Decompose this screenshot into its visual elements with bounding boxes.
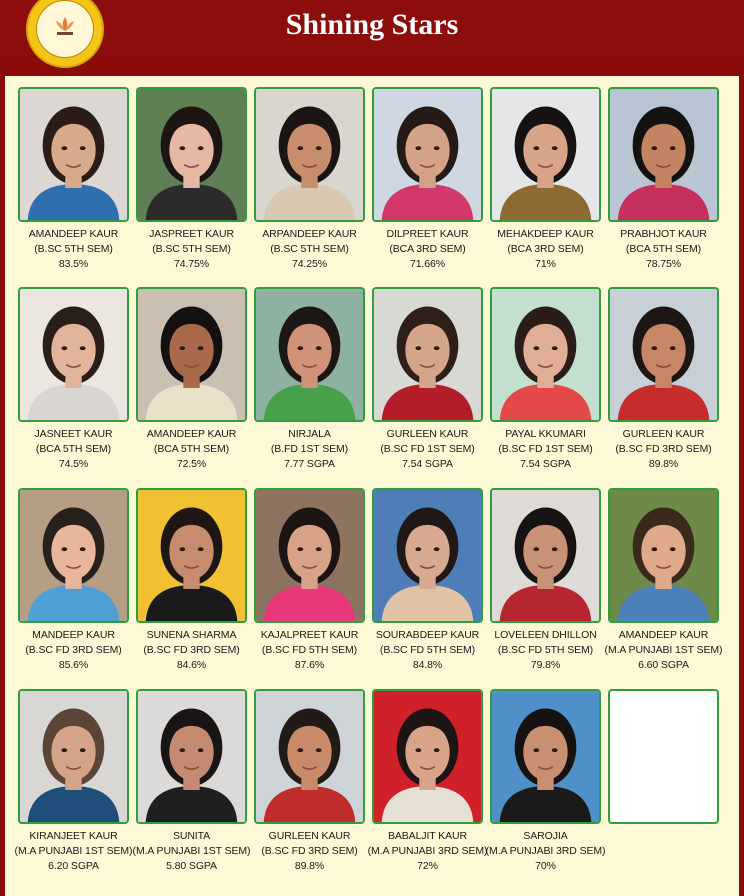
student-course: (B.SC 5TH SEM) [34, 243, 113, 255]
student-course: (B.SC FD 1ST SEM) [380, 443, 475, 455]
student-name: BABALJIT KAUR [387, 830, 468, 842]
student-photo-image [138, 289, 245, 420]
student-name: SUNITA [172, 830, 211, 842]
student-score: 89.8% [294, 860, 325, 872]
student-name: KIRANJEET KAUR [29, 830, 118, 842]
student-name: AMANDEEP KAUR [618, 629, 709, 641]
student-score: 7.54 SGPA [520, 458, 571, 470]
student-card [608, 287, 719, 470]
student-card [608, 87, 719, 270]
student-photo-image [610, 89, 717, 220]
student-course: (M.A PUNJABI 3RD SEM) [367, 845, 488, 857]
student-photo-image [374, 691, 481, 822]
student-name: NIRJALA [288, 428, 331, 440]
student-photo [490, 87, 601, 222]
students-grid [5, 76, 739, 896]
student-name: JASPREET KAUR [149, 228, 234, 240]
student-card [604, 488, 723, 671]
student-photo-image [256, 490, 363, 621]
student-name: KAJALPREET KAUR [260, 629, 359, 641]
student-photo [136, 689, 247, 824]
student-score: 84.6% [176, 659, 207, 671]
student-name: SAROJIA [523, 830, 568, 842]
student-photo-image [256, 691, 363, 822]
student-photo [18, 689, 129, 824]
student-photo-image [492, 289, 599, 420]
student-score: 71% [535, 258, 556, 270]
student-card [254, 287, 365, 470]
student-name: AMANDEEP KAUR [146, 428, 237, 440]
student-name: ARPANDEEP KAUR [262, 228, 357, 240]
student-course: (B.SC FD 1ST SEM) [498, 443, 593, 455]
student-photo-image [492, 490, 599, 621]
student-course: (B.SC FD 5TH SEM) [261, 644, 358, 656]
student-photo [372, 287, 483, 422]
student-course: (B.SC 5TH SEM) [270, 243, 349, 255]
student-score: 84.8% [412, 659, 443, 671]
student-name: MANDEEP KAUR [32, 629, 115, 641]
page-title: Shining Stars [285, 8, 459, 41]
student-name: SUNENA SHARMA [146, 629, 237, 641]
student-score: 83.5% [58, 258, 89, 270]
student-name: LOVELEEN DHILLON [494, 629, 597, 641]
student-name: PRABHJOT KAUR [620, 228, 707, 240]
student-course: (M.A PUNJABI 3RD SEM) [485, 845, 606, 857]
student-score: 87.6% [294, 659, 325, 671]
student-card [254, 87, 365, 270]
student-course: (B.SC FD 3RD SEM) [615, 443, 712, 455]
student-card [490, 287, 601, 470]
student-photo [490, 689, 601, 824]
student-card [490, 488, 601, 671]
student-score: 85.6% [58, 659, 89, 671]
student-photo-image [492, 691, 599, 822]
student-photo [18, 87, 129, 222]
student-score: 71.66% [409, 258, 445, 270]
student-course: (BCA 3RD SEM) [507, 243, 584, 255]
student-photo [254, 87, 365, 222]
student-card [18, 287, 129, 470]
header-banner [0, 0, 744, 62]
student-photo-image [20, 490, 127, 621]
student-score: 79.8% [530, 659, 561, 671]
student-card [14, 689, 133, 872]
student-card [136, 488, 247, 671]
student-score: 74.25% [291, 258, 327, 270]
student-score: 6.20 SGPA [48, 860, 99, 872]
student-photo [18, 287, 129, 422]
student-photo-image [138, 89, 245, 220]
student-photo [608, 87, 719, 222]
student-course: (M.A PUNJABI 1ST SEM) [132, 845, 251, 857]
student-score: 89.8% [648, 458, 679, 470]
student-card [372, 287, 483, 470]
student-score: 72.5% [176, 458, 207, 470]
student-course: (B.SC FD 5TH SEM) [497, 644, 594, 656]
student-name: GURLEEN KAUR [268, 830, 351, 842]
student-photo-image [374, 490, 481, 621]
student-card [136, 87, 247, 270]
student-photo [18, 488, 129, 623]
student-card [136, 287, 247, 470]
student-card [372, 488, 483, 671]
student-name: GURLEEN KAUR [622, 428, 705, 440]
student-name: DILPREET KAUR [386, 228, 469, 240]
student-photo-image [492, 89, 599, 220]
student-name: AMANDEEP KAUR [28, 228, 119, 240]
student-score: 74.5% [58, 458, 89, 470]
student-photo-image [20, 691, 127, 822]
student-card [254, 488, 365, 671]
student-photo-image [20, 89, 127, 220]
student-course: (B.FD 1ST SEM) [270, 443, 349, 455]
student-photo-image [20, 289, 127, 420]
student-score: 72% [417, 860, 438, 872]
student-course: (M.A PUNJABI 1ST SEM) [604, 644, 723, 656]
student-photo [372, 87, 483, 222]
student-photo [372, 488, 483, 623]
student-card [367, 689, 488, 872]
student-score: 7.77 SGPA [284, 458, 335, 470]
student-course: (BCA 5TH SEM) [35, 443, 112, 455]
student-card [254, 689, 365, 872]
student-photo [254, 689, 365, 824]
student-photo-image [610, 490, 717, 621]
student-card [132, 689, 251, 872]
student-photo [254, 287, 365, 422]
student-score: 70% [535, 860, 556, 872]
student-name: JASNEET KAUR [34, 428, 113, 440]
student-course: (BCA 5TH SEM) [153, 443, 230, 455]
student-photo [608, 287, 719, 422]
student-name: PAYAL KKUMARI [505, 428, 586, 440]
student-photo [254, 488, 365, 623]
student-name: SOURABDEEP KAUR [375, 629, 480, 641]
student-photo-image [374, 89, 481, 220]
student-photo [490, 287, 601, 422]
student-course: (B.SC FD 3RD SEM) [143, 644, 240, 656]
student-score: 74.75% [173, 258, 209, 270]
student-card [372, 87, 483, 270]
student-photo-image [256, 89, 363, 220]
student-course: (M.A PUNJABI 1ST SEM) [14, 845, 133, 857]
student-card [485, 689, 606, 872]
student-course: (B.SC FD 5TH SEM) [379, 644, 476, 656]
empty-card [608, 689, 719, 824]
student-photo [136, 287, 247, 422]
student-photo [136, 87, 247, 222]
student-name: GURLEEN KAUR [386, 428, 469, 440]
student-course: (BCA 3RD SEM) [389, 243, 466, 255]
student-score: 6.60 SGPA [638, 659, 689, 671]
student-photo-image [610, 289, 717, 420]
student-card [18, 488, 129, 671]
student-photo [136, 488, 247, 623]
student-card [18, 87, 129, 270]
student-course: (B.SC FD 3RD SEM) [261, 845, 358, 857]
student-score: 78.75% [645, 258, 681, 270]
student-photo-image [138, 691, 245, 822]
student-card [490, 87, 601, 270]
student-score: 7.54 SGPA [402, 458, 453, 470]
student-score: 5.80 SGPA [166, 860, 217, 872]
student-course: (B.SC 5TH SEM) [152, 243, 231, 255]
student-photo-image [256, 289, 363, 420]
student-course: (BCA 5TH SEM) [625, 243, 702, 255]
student-photo-image [138, 490, 245, 621]
student-name: MEHAKDEEP KAUR [497, 228, 594, 240]
student-course: (B.SC FD 3RD SEM) [25, 644, 122, 656]
student-photo [608, 488, 719, 623]
student-photo [372, 689, 483, 824]
student-photo-image [374, 289, 481, 420]
student-photo [490, 488, 601, 623]
